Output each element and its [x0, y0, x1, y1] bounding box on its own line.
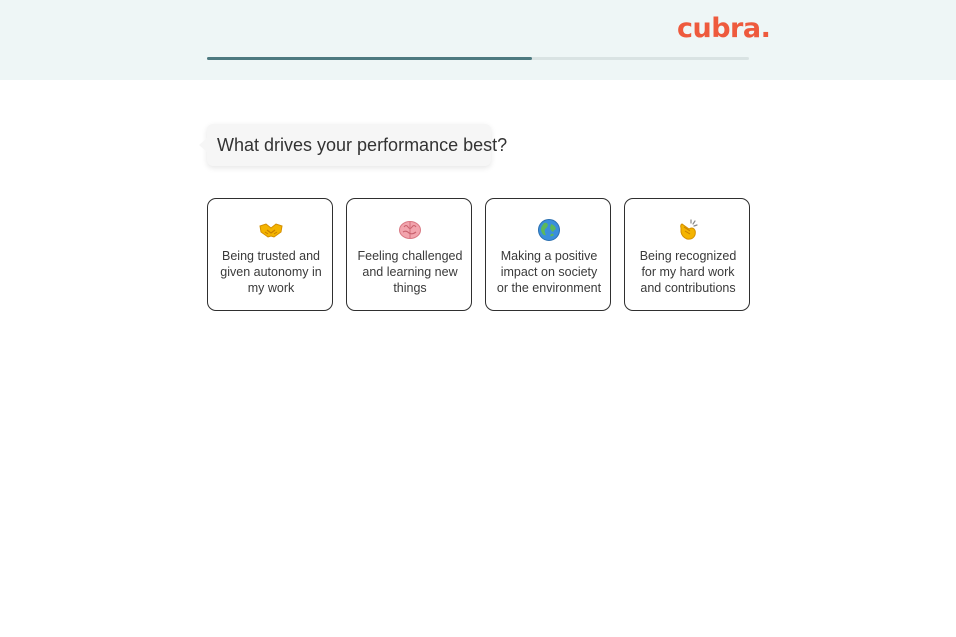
progress-bar-fill [207, 57, 532, 60]
option-card-recognition[interactable] [624, 198, 750, 311]
option-label: Being recognized for my hard work and contributions [639, 249, 737, 295]
answer-options [207, 198, 749, 311]
handshake-icon [208, 217, 334, 243]
option-label: Making a positive impact on society or the environment [496, 249, 602, 295]
brand-logo: cubra. [677, 13, 771, 44]
globe-icon [486, 217, 612, 243]
question-bubble [207, 124, 508, 166]
progress-bar [207, 57, 749, 60]
brain-icon [347, 217, 473, 243]
header [0, 0, 956, 80]
option-label: Feeling challenged and learning new things [357, 249, 463, 295]
question-text: What drives your performance best? [217, 135, 508, 155]
option-label: Being trusted and given autonomy in my work [220, 249, 322, 295]
option-card-positive-impact[interactable] [485, 198, 611, 311]
option-card-trusted-autonomy[interactable] [207, 198, 333, 311]
clapping-hands-icon [625, 217, 751, 243]
option-card-challenged-learning[interactable] [346, 198, 472, 311]
